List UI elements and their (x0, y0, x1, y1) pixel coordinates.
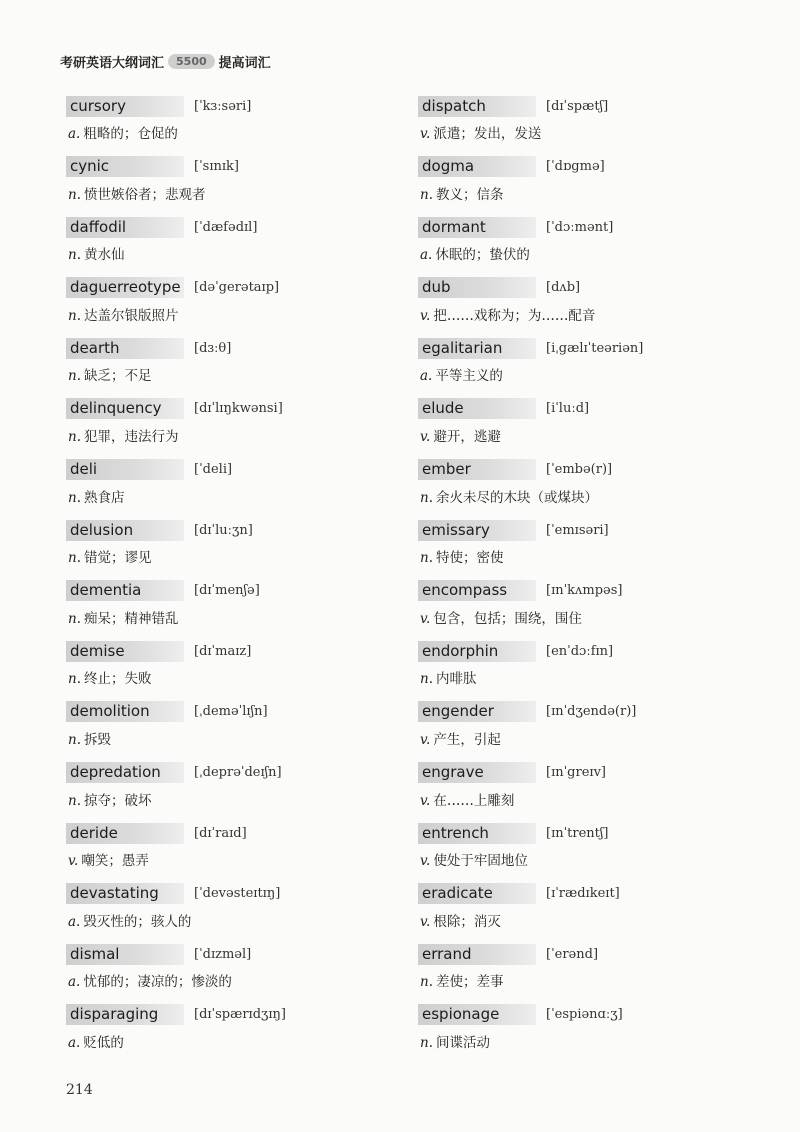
vocab-entry (418, 1002, 728, 1063)
definition (418, 970, 728, 990)
vocab-entry (418, 275, 728, 336)
headword: cursory (66, 96, 184, 117)
definition-text: 贬低的 (83, 1034, 124, 1051)
definition (66, 607, 376, 627)
word-row (418, 820, 728, 846)
part-of-speech: a. (68, 1034, 81, 1051)
header-title-right: 提高词汇 (218, 56, 271, 71)
phonetic: [dɪˈluːʒn] (194, 522, 253, 538)
header-badge: 5500 (168, 54, 215, 69)
headword: disparaging (66, 1004, 184, 1025)
headword: delusion (66, 520, 184, 541)
word-row (418, 93, 728, 119)
phonetic: [ˈdæfədɪl] (194, 219, 258, 235)
definition-text: 平等主义的 (435, 368, 503, 385)
part-of-speech: n. (68, 792, 81, 809)
phonetic: [iˈluːd] (546, 401, 590, 417)
phonetic: [ˈembə(r)] (546, 462, 613, 478)
definition (418, 546, 728, 566)
definition (66, 546, 376, 566)
definition-text: 教义；信条 (436, 186, 504, 203)
definition-text: 间谍活动 (436, 1034, 490, 1051)
phonetic: [dɪˈspætʃ] (546, 98, 609, 114)
definition (66, 243, 376, 263)
vocab-entry (66, 941, 376, 1002)
headword: depredation (66, 762, 184, 783)
vocab-entry (418, 517, 728, 578)
right-column (418, 93, 728, 1063)
headword: emissary (418, 520, 536, 541)
definition-text: 派遣；发出，发送 (433, 126, 542, 142)
definition (66, 486, 376, 506)
definition-text: 余火未尽的木块（或煤块） (436, 489, 598, 506)
definition-text: 粗略的；仓促的 (83, 126, 178, 142)
part-of-speech: n. (68, 307, 81, 324)
word-row (418, 275, 728, 301)
vocab-entry (418, 93, 728, 154)
definition-text: 产生，引起 (433, 731, 501, 748)
vocab-entry (66, 214, 376, 275)
word-row (418, 517, 728, 543)
vocab-entry (418, 699, 728, 760)
part-of-speech: n. (68, 550, 81, 567)
vocab-entry (418, 760, 728, 821)
definition-text: 缺乏；不足 (84, 368, 152, 385)
headword: engender (418, 701, 536, 722)
phonetic: [ɪnˈkʌmpəs] (546, 583, 623, 599)
vocab-entry (66, 457, 376, 518)
page-number: 214 (66, 1082, 93, 1098)
phonetic: [ˈdɔːmənt] (546, 219, 614, 235)
word-row (66, 699, 376, 725)
definition (418, 910, 728, 930)
definition (418, 849, 728, 869)
definition (418, 364, 728, 384)
phonetic: [ɪnˈtrentʃ] (546, 825, 609, 841)
headword: dementia (66, 580, 184, 601)
part-of-speech: a. (420, 368, 433, 385)
phonetic: [ˈemɪsəri] (546, 522, 609, 538)
part-of-speech: a. (68, 974, 81, 991)
definition-text: 终止；失败 (84, 671, 152, 688)
definition (418, 789, 728, 809)
part-of-speech: n. (68, 186, 81, 203)
word-row (418, 214, 728, 240)
definition (418, 243, 728, 263)
definition-text: 掠夺；破坏 (84, 792, 152, 809)
word-row (418, 760, 728, 786)
headword: demise (66, 641, 184, 662)
headword: egalitarian (418, 338, 536, 359)
definition (66, 667, 376, 687)
vocab-entry (66, 638, 376, 699)
phonetic: [dɪˈmaɪz] (194, 643, 252, 659)
vocab-entry (66, 275, 376, 336)
part-of-speech: n. (420, 550, 433, 567)
part-of-speech: v. (420, 731, 431, 748)
part-of-speech: n. (420, 489, 433, 506)
phonetic: [ˈespiənɑːʒ] (546, 1007, 623, 1023)
part-of-speech: v. (420, 610, 431, 627)
vocab-entry (66, 517, 376, 578)
definition (66, 304, 376, 324)
word-row (66, 154, 376, 180)
definition-text: 黄水仙 (84, 247, 125, 264)
definition (418, 667, 728, 687)
word-row (66, 457, 376, 483)
word-row (418, 881, 728, 907)
definition-text: 拆毁 (84, 731, 111, 748)
definition (418, 607, 728, 627)
vocab-entry (66, 335, 376, 396)
vocab-entry (66, 396, 376, 457)
phonetic: [ɪnˈdʒendə(r)] (546, 704, 637, 720)
word-row (66, 214, 376, 240)
phonetic: [ˈdeli] (194, 462, 233, 478)
part-of-speech: n. (68, 489, 81, 506)
left-column (66, 93, 376, 1063)
vocab-entry (418, 820, 728, 881)
vocab-entry (66, 1002, 376, 1063)
definition (418, 425, 728, 445)
definition-text: 差使；差事 (436, 974, 504, 991)
vocab-entry (418, 335, 728, 396)
headword: engrave (418, 762, 536, 783)
word-row (66, 517, 376, 543)
definition-text: 达盖尔银版照片 (84, 307, 179, 324)
definition (66, 364, 376, 384)
word-row (66, 578, 376, 604)
definition-text: 忧郁的；凄凉的；惨淡的 (83, 974, 232, 991)
word-row (418, 457, 728, 483)
phonetic: [dɜːθ] (194, 340, 232, 356)
headword: demolition (66, 701, 184, 722)
definition-text: 内啡肽 (436, 671, 477, 688)
word-row (66, 941, 376, 967)
phonetic: [ˈsɪnɪk] (194, 159, 239, 175)
vocab-entry (66, 154, 376, 215)
vocab-entry (66, 820, 376, 881)
headword: daguerreotype (66, 277, 184, 298)
word-row (66, 93, 376, 119)
part-of-speech: n. (68, 247, 81, 264)
headword: dogma (418, 156, 536, 177)
word-row (418, 396, 728, 422)
word-row (418, 638, 728, 664)
vocab-entry (418, 154, 728, 215)
part-of-speech: a. (420, 247, 433, 264)
definition (66, 1031, 376, 1051)
definition (66, 910, 376, 930)
phonetic: [ˈdevəsteɪtɪŋ] (194, 886, 281, 902)
vocab-entry (418, 638, 728, 699)
word-row (418, 1002, 728, 1028)
part-of-speech: n. (420, 1034, 433, 1051)
definition-text: 根除；消灭 (433, 913, 501, 930)
vocab-entry (66, 881, 376, 942)
definition-text: 愤世嫉俗者；悲观者 (84, 186, 206, 203)
part-of-speech: n. (68, 368, 81, 385)
definition-text: 避开，逃避 (433, 428, 501, 445)
headword: elude (418, 398, 536, 419)
headword: ember (418, 459, 536, 480)
part-of-speech: v. (420, 307, 431, 324)
definition-text: 犯罪，违法行为 (84, 428, 179, 445)
word-row (418, 578, 728, 604)
phonetic: [ˈerənd] (546, 946, 599, 962)
phonetic: [dəˈgerətaɪp] (194, 280, 280, 296)
word-row (66, 275, 376, 301)
vocab-entry (66, 578, 376, 639)
header-title-left: 考研英语大纲词汇 (60, 56, 165, 71)
headword: dismal (66, 944, 184, 965)
headword: daffodil (66, 217, 184, 238)
definition-text: 毁灭性的；骇人的 (83, 913, 192, 930)
part-of-speech: a. (68, 126, 81, 142)
phonetic: [ˌdeprəˈdeɪʃn] (194, 765, 282, 781)
vocab-entry (418, 881, 728, 942)
headword: entrench (418, 823, 536, 844)
part-of-speech: v. (420, 913, 431, 930)
definition (418, 486, 728, 506)
word-row (66, 760, 376, 786)
phonetic: [ˈdɪzməl] (194, 946, 252, 962)
word-row (66, 1002, 376, 1028)
phonetic: [ɪnˈgreɪv] (546, 765, 606, 781)
phonetic: [iˌgælɪˈteəriən] (546, 340, 644, 356)
part-of-speech: n. (420, 186, 433, 203)
vocab-entry (66, 699, 376, 760)
part-of-speech: n. (68, 610, 81, 627)
vocab-entry (66, 93, 376, 154)
phonetic: [ɪˈrædɪkeɪt] (546, 886, 620, 902)
phonetic: [enˈdɔːfɪn] (546, 643, 614, 659)
part-of-speech: v. (420, 792, 431, 809)
headword: encompass (418, 580, 536, 601)
part-of-speech: v. (420, 853, 431, 870)
vocab-entry (418, 578, 728, 639)
headword: dispatch (418, 96, 536, 117)
definition (418, 122, 728, 142)
word-row (66, 396, 376, 422)
part-of-speech: v. (68, 853, 79, 870)
definition (66, 849, 376, 869)
word-row (66, 638, 376, 664)
definition-text: 把……戏称为；为……配音 (433, 307, 596, 324)
word-row (418, 335, 728, 361)
phonetic: [ˌdeməˈlɪʃn] (194, 704, 268, 720)
headword: dearth (66, 338, 184, 359)
part-of-speech: v. (420, 428, 431, 445)
word-row (418, 699, 728, 725)
headword: deli (66, 459, 184, 480)
definition-text: 特使；密使 (436, 550, 504, 567)
part-of-speech: n. (68, 671, 81, 688)
page-header (60, 52, 271, 71)
phonetic: [dʌb] (546, 280, 581, 296)
definition (418, 1031, 728, 1051)
definition (66, 425, 376, 445)
phonetic: [dɪˈraɪd] (194, 825, 247, 841)
definition-text: 熟食店 (84, 489, 125, 506)
definition (418, 183, 728, 203)
definition (418, 304, 728, 324)
word-row (66, 820, 376, 846)
definition-text: 在……上雕刻 (433, 792, 515, 809)
vocab-entry (418, 214, 728, 275)
word-row (418, 941, 728, 967)
headword: espionage (418, 1004, 536, 1025)
headword: endorphin (418, 641, 536, 662)
definition (66, 183, 376, 203)
headword: devastating (66, 883, 184, 904)
phonetic: [dɪˈlɪŋkwənsi] (194, 401, 283, 417)
definition (66, 122, 376, 142)
headword: deride (66, 823, 184, 844)
vocab-entry (418, 457, 728, 518)
definition (66, 970, 376, 990)
phonetic: [dɪˈspærɪdʒɪŋ] (194, 1007, 286, 1023)
definition-text: 休眠的；蛰伏的 (435, 247, 530, 264)
part-of-speech: n. (68, 428, 81, 445)
word-row (66, 881, 376, 907)
word-row (418, 154, 728, 180)
phonetic: [dɪˈmenʃə] (194, 583, 260, 599)
vocab-entry (418, 941, 728, 1002)
word-row (66, 335, 376, 361)
definition (66, 728, 376, 748)
definition (418, 728, 728, 748)
definition (66, 789, 376, 809)
headword: cynic (66, 156, 184, 177)
headword: dub (418, 277, 536, 298)
part-of-speech: n. (420, 974, 433, 991)
definition-text: 使处于牢固地位 (433, 853, 528, 870)
part-of-speech: a. (68, 913, 81, 930)
headword: dormant (418, 217, 536, 238)
definition-text: 包含，包括；围绕，围住 (433, 610, 582, 627)
definition-text: 痴呆；精神错乱 (84, 610, 179, 627)
definition-text: 嘲笑；愚弄 (81, 853, 149, 870)
vocab-entry (66, 760, 376, 821)
headword: delinquency (66, 398, 184, 419)
part-of-speech: n. (420, 671, 433, 688)
part-of-speech: n. (68, 731, 81, 748)
headword: errand (418, 944, 536, 965)
definition-text: 错觉；谬见 (84, 550, 152, 567)
phonetic: [ˈkɜːsəri] (194, 98, 252, 114)
headword: eradicate (418, 883, 536, 904)
vocab-entry (418, 396, 728, 457)
phonetic: [ˈdɒgmə] (546, 159, 605, 175)
part-of-speech: v. (420, 126, 431, 142)
